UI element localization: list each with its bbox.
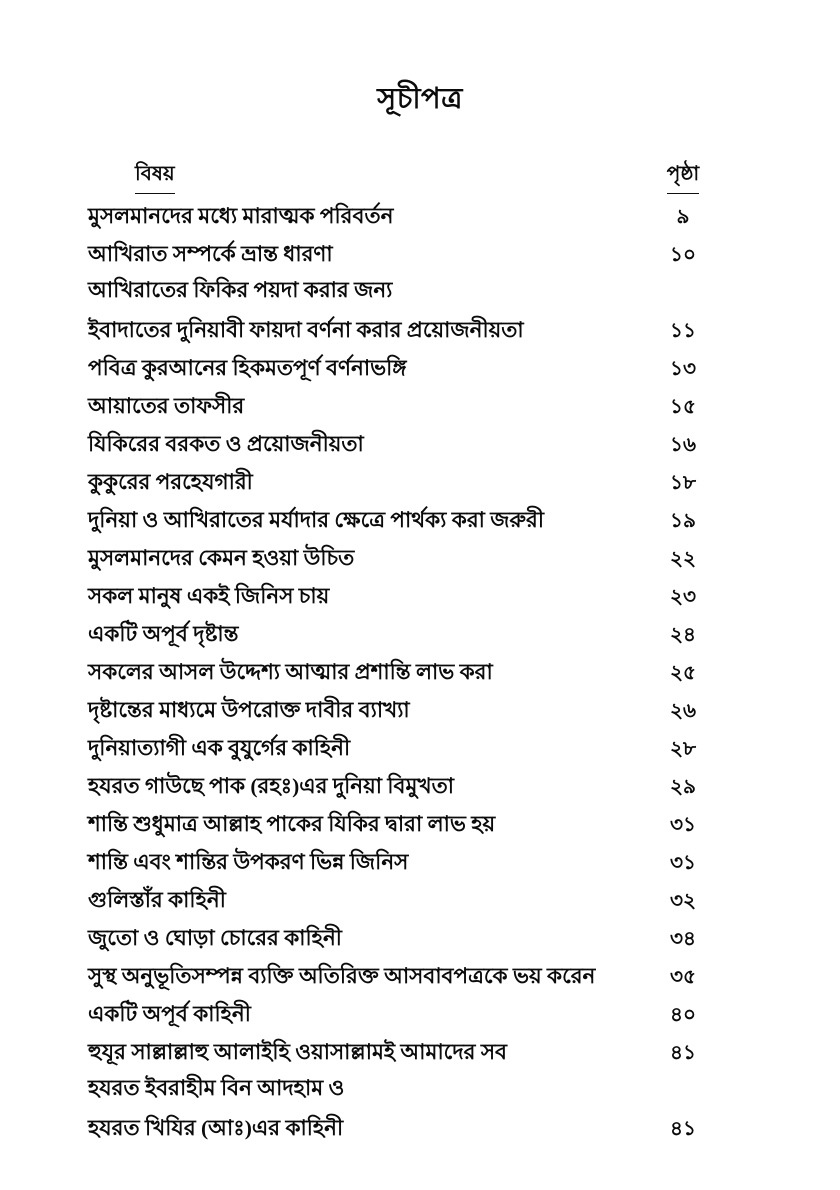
toc-entry-subject: যিকিরের বরকত ও প্রয়োজনীয়তা (88, 432, 364, 456)
toc-entry-subject: পবিত্র কুরআনের হিকমতপূর্ণ বর্ণনাভঙ্গি (88, 356, 407, 380)
toc-entry-page-number: ২২ (669, 548, 696, 570)
toc-entry-row[interactable] (88, 810, 760, 848)
toc-entry-row[interactable] (88, 1076, 760, 1114)
toc-entry-page-number: ৩১ (670, 814, 696, 836)
toc-entry-page-number: ১৬ (670, 434, 696, 456)
toc-entry-subject: হযরত খিযির (আঃ)এর কাহিনী (88, 1116, 344, 1140)
toc-entry-page-number: ৪১ (670, 1118, 696, 1140)
toc-entry-row[interactable] (88, 962, 760, 1000)
toc-entry-page-number: ৯ (676, 206, 690, 228)
toc-entry-page-number: ৪১ (670, 1042, 696, 1064)
column-header-page-label: পৃষ্ঠা (667, 159, 699, 194)
toc-entry-subject: সকলের আসল উদ্দেশ্য আত্মার প্রশান্তি লাভ করা (88, 660, 493, 684)
toc-entry-page-number: ১৮ (670, 472, 696, 494)
page-title: সূচীপত্র (377, 83, 463, 115)
toc-entry-row[interactable] (88, 886, 760, 924)
toc-entry-subject: হুযূর সাল্লাল্লাহু আলাইহি ওয়াসাল্লামই আমাদের সব (88, 1040, 507, 1064)
toc-entry-row[interactable] (88, 848, 760, 886)
table-header-row (88, 160, 760, 194)
toc-entry-subject: জুতো ও ঘোড়া চোরের কাহিনী (88, 926, 342, 950)
column-header-subject (88, 159, 618, 194)
toc-entry-subject: দৃষ্টান্তের মাধ্যমে উপরোক্ত দাবীর ব্যাখ্যা (88, 698, 410, 722)
toc-entry-subject: দুনিয়া ও আখিরাতের মর্যাদার ক্ষেত্রে পার্থক্য করা জরুরী (88, 508, 544, 532)
toc-entry-row[interactable] (88, 1000, 760, 1038)
toc-entry-page-number: ১১ (670, 320, 696, 342)
toc-entry-page-number: ২৫ (670, 662, 696, 684)
toc-entry-page-number: ৩২ (669, 890, 696, 912)
toc-entry-page-number: ৩৪ (670, 928, 696, 950)
toc-entry-page-number: ৩১ (670, 852, 696, 874)
toc-entry-page-number: ৪০ (670, 1004, 696, 1026)
toc-entry-subject: সুস্থ অনুভূতিসম্পন্ন ব্যক্তি অতিরিক্ত আসবাবপত্রকে ভয় করেন (88, 964, 596, 988)
toc-entry-page-number: ২৪ (670, 624, 696, 646)
toc-entry-row[interactable] (88, 544, 760, 582)
toc-entry-subject: হযরত গাউছে পাক (রহঃ)এর দুনিয়া বিমুখতা (88, 774, 454, 798)
toc-entry-row[interactable] (88, 772, 760, 810)
toc-entry-subject: শান্তি শুধুমাত্র আল্লাহ পাকের যিকির দ্বারা লাভ হয় (88, 812, 496, 836)
toc-entry-subject: মুসলমানদের কেমন হওয়া উচিত (88, 546, 355, 570)
toc-entry-row[interactable] (88, 316, 760, 354)
table-of-contents (88, 160, 760, 1152)
toc-entry-subject: কুকুরের পরহেযগারী (88, 470, 253, 494)
toc-entry-page-number: ২৯ (670, 776, 696, 798)
toc-entry-subject: শান্তি এবং শান্তির উপকরণ ভিন্ন জিনিস (88, 850, 409, 874)
toc-entry-subject: দুনিয়াত্যাগী এক বুযুর্গের কাহিনী (88, 736, 351, 760)
toc-entry-page-number: ২৩ (669, 586, 696, 608)
toc-entry-row[interactable] (88, 392, 760, 430)
toc-entry-page-number: ১৯ (670, 510, 696, 532)
toc-entry-subject: আখিরাত সম্পর্কে ভ্রান্ত ধারণা (88, 242, 333, 266)
toc-entry-page-number: ২৬ (669, 700, 696, 722)
toc-entry-row[interactable] (88, 278, 760, 316)
toc-entry-row[interactable] (88, 1038, 760, 1076)
toc-entry-subject: আয়াতের তাফসীর (88, 394, 245, 418)
toc-entry-page-number: ১০ (670, 244, 696, 266)
column-header-subject-label: বিষয় (135, 159, 175, 194)
toc-entry-row[interactable] (88, 696, 760, 734)
toc-entry-page-number: ৩৫ (670, 966, 696, 988)
toc-entry-subject: মুসলমানদের মধ্যে মারাত্মক পরিবর্তন (88, 204, 394, 228)
toc-entry-subject: আখিরাতের ফিকির পয়দা করার জন্য (88, 278, 393, 302)
toc-entry-subject: গুলিস্তাঁর কাহিনী (88, 888, 226, 912)
toc-entry-row[interactable] (88, 734, 760, 772)
toc-entry-row[interactable] (88, 924, 760, 962)
toc-entry-page-number: ১৫ (670, 396, 696, 418)
column-header-page (618, 159, 760, 194)
toc-entry-row[interactable] (88, 240, 760, 278)
toc-entry-subject: একটি অপূর্ব কাহিনী (88, 1002, 251, 1026)
toc-entry-row[interactable] (88, 202, 760, 240)
toc-entry-row[interactable] (88, 1114, 760, 1152)
toc-entry-row[interactable] (88, 620, 760, 658)
toc-entry-subject: হযরত ইবরাহীম বিন আদহাম ও (88, 1076, 345, 1100)
toc-entry-subject: একটি অপূর্ব দৃষ্টান্ত (88, 622, 239, 646)
toc-entry-row[interactable] (88, 658, 760, 696)
toc-entry-subject: সকল মানুষ একই জিনিস চায় (88, 584, 330, 608)
toc-entry-row[interactable] (88, 582, 760, 620)
toc-entry-row[interactable] (88, 468, 760, 506)
toc-entry-page-number: ১৩ (670, 358, 696, 380)
toc-entry-row[interactable] (88, 506, 760, 544)
toc-entry-row[interactable] (88, 430, 760, 468)
table-body (88, 202, 760, 1152)
toc-entry-subject: ইবাদাতের দুনিয়াবী ফায়দা বর্ণনা করার প্রয়োজনীয়তা (88, 318, 524, 342)
toc-entry-page-number: ২৮ (670, 738, 696, 760)
toc-entry-row[interactable] (88, 354, 760, 392)
